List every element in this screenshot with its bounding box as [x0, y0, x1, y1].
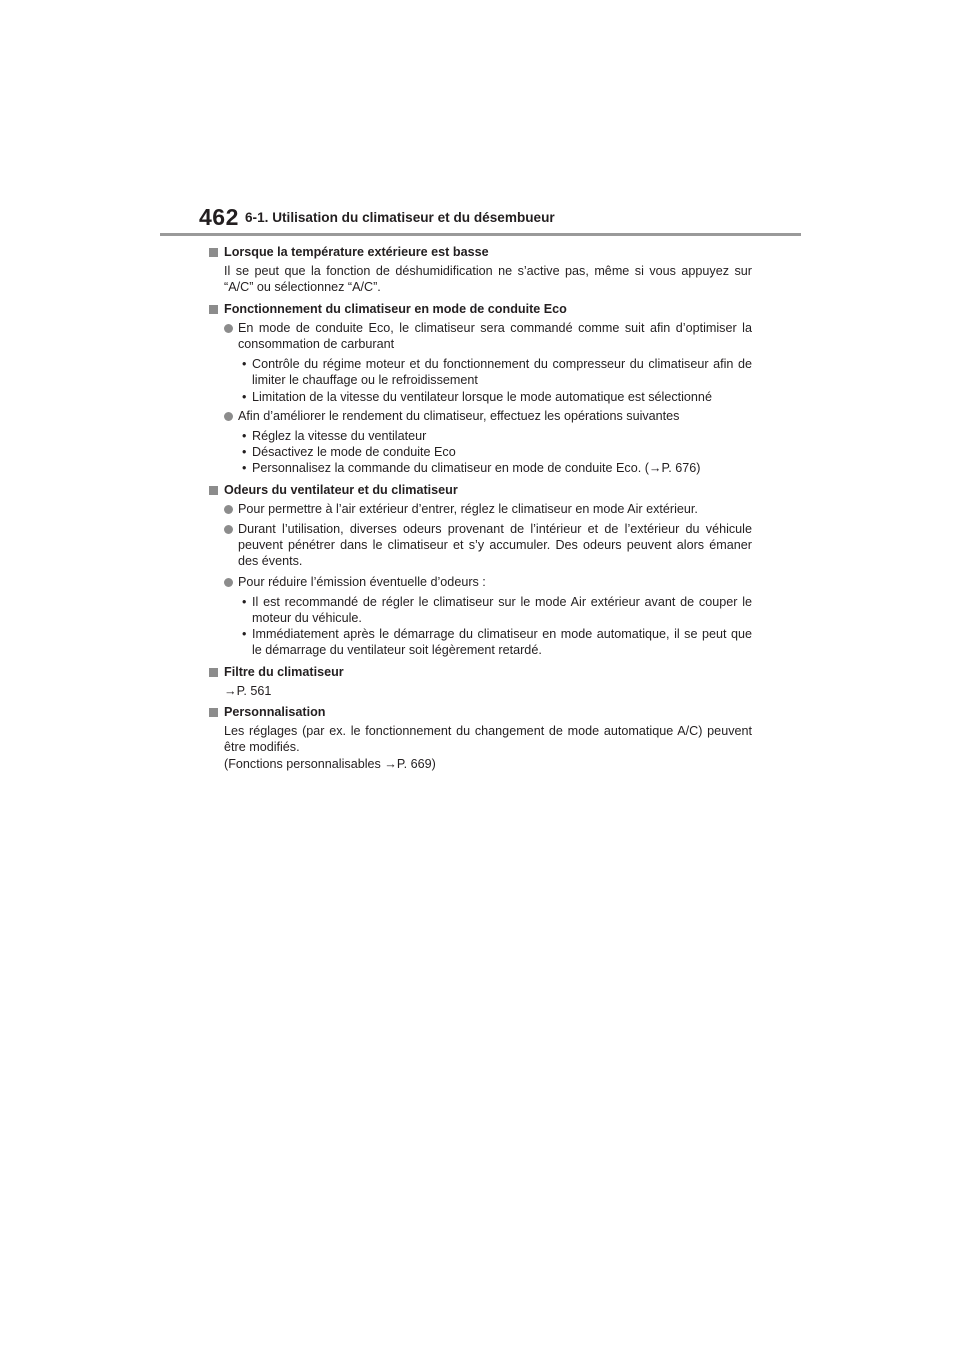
sub-list-item: • Réglez la vitesse du ventilateur — [242, 429, 427, 444]
sub-list — [209, 356, 752, 405]
dot-bullet-icon: • — [242, 445, 247, 460]
circle-bullet-icon — [224, 324, 233, 333]
sub-list-item: • Limitation de la vitesse du ventilateur lorsque le mode automatique est sélectionné — [242, 389, 712, 404]
section-body: Il se peut que la fonction de déshumidification ne s’active pas, même si vous appuyez sur “A/C” ou sélectionnez “A/C”. — [224, 264, 752, 295]
dot-bullet-icon: • — [242, 461, 247, 476]
page-reference-link[interactable]: (Fonctions personnalisables →P. 669) — [224, 756, 436, 771]
sub-list — [209, 428, 752, 477]
sub-list-item: • Contrôle du régime moteur et du fonctionnement du compresseur du climatiseur afin de limiter le chauffage ou le refroidissement — [242, 357, 752, 388]
square-bullet-icon — [209, 248, 218, 257]
list-item: En mode de conduite Eco, le climatiseur sera commandé comme suit afin d’optimiser la consommation de carburant — [209, 320, 752, 352]
section-odors — [209, 482, 752, 659]
dot-bullet-icon: • — [242, 429, 247, 444]
header-rule — [160, 233, 801, 236]
sub-list-item: • Désactivez le mode de conduite Eco — [242, 445, 456, 460]
section-customization — [209, 704, 752, 772]
sub-list-item — [209, 460, 752, 476]
square-bullet-icon — [209, 305, 218, 314]
dot-bullet-icon: • — [242, 357, 247, 372]
section-low-temperature — [209, 244, 752, 296]
list-item: Afin d’améliorer le rendement du climatiseur, effectuez les opérations suivantes — [209, 408, 752, 424]
page-content — [209, 244, 752, 777]
dot-bullet-icon: • — [242, 627, 247, 642]
section-title: Lorsque la température extérieure est basse — [224, 245, 489, 259]
sub-list — [209, 594, 752, 659]
page-reference-link[interactable]: Personnalisez la commande du climatiseur en mode de conduite Eco. (→P. 676) — [252, 461, 701, 476]
section-ac-filter — [209, 664, 752, 699]
list-item: Pour permettre à l’air extérieur d’entrer, réglez le climatiseur en mode Air extérieur. — [209, 501, 752, 517]
section-title: Fonctionnement du climatiseur en mode de conduite Eco — [224, 301, 567, 316]
square-bullet-icon — [209, 668, 218, 677]
section-eco-mode — [209, 301, 752, 477]
page-header — [199, 204, 801, 236]
section-body: Les réglages (par ex. le fonctionnement du changement de mode automatique A/C) peuvent être modifiés. — [224, 724, 752, 755]
sub-list-item: • Immédiatement après le démarrage du climatiseur en mode automatique, il se peut que le démarrage du ventilateur soit légèrement retardé. — [242, 627, 752, 658]
list-item: Pour réduire l’émission éventuelle d’odeurs : — [209, 574, 752, 590]
circle-bullet-icon — [224, 578, 233, 587]
sub-list-item: • Il est recommandé de régler le climatiseur sur le mode Air extérieur avant de couper le moteur du véhicule. — [242, 594, 752, 626]
page-reference-link[interactable]: →P. 561 — [224, 683, 272, 698]
chapter-title: 6-1. Utilisation du climatiseur et du désembueur — [245, 210, 555, 225]
section-title: Odeurs du ventilateur et du climatiseur — [224, 482, 458, 497]
circle-bullet-icon — [224, 412, 233, 421]
page-number: 462 — [199, 204, 239, 230]
section-title: Filtre du climatiseur — [224, 664, 344, 679]
square-bullet-icon — [209, 708, 218, 717]
circle-bullet-icon — [224, 505, 233, 514]
square-bullet-icon — [209, 486, 218, 495]
dot-bullet-icon: • — [242, 594, 247, 609]
list-item: Durant l’utilisation, diverses odeurs provenant de l’intérieur et de l’extérieur du véhicule peuvent pénétrer dans le climatiseur et s’y accumuler. Des odeurs peuvent alors émaner des évents. — [209, 521, 752, 570]
circle-bullet-icon — [224, 525, 233, 534]
section-title: Personnalisation — [224, 705, 326, 720]
dot-bullet-icon: • — [242, 389, 247, 404]
